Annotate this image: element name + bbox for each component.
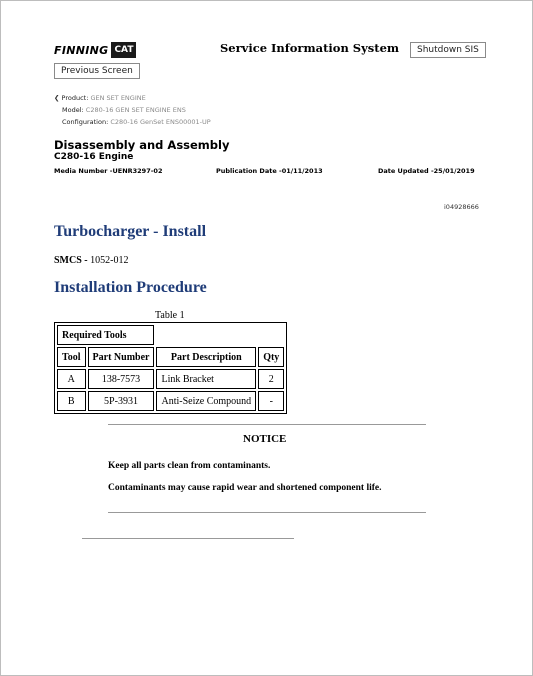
model-label: Model: bbox=[62, 106, 84, 114]
logo-text: FINNING bbox=[54, 43, 109, 57]
notice-bottom-divider bbox=[108, 512, 426, 513]
document-title: Disassembly and Assembly bbox=[54, 138, 230, 152]
column-header-tool: Tool bbox=[57, 347, 86, 367]
publication-date: Publication Date -01/11/2013 bbox=[216, 167, 323, 175]
cell-part-number: 138-7573 bbox=[88, 369, 155, 389]
configuration-line bbox=[62, 118, 211, 126]
required-tools-table bbox=[54, 322, 287, 414]
smcs-value: 1052-012 bbox=[90, 255, 129, 266]
article-title: Turbocharger - Install bbox=[54, 223, 207, 240]
notice-line-1: Keep all parts clean from contaminants. bbox=[108, 461, 271, 471]
shutdown-sis-button[interactable]: Shutdown SIS bbox=[410, 42, 486, 58]
product-value: GEN SET ENGINE bbox=[90, 94, 146, 102]
notice-title: NOTICE bbox=[243, 433, 287, 445]
column-header-part-number: Part Number bbox=[88, 347, 155, 367]
previous-screen-button[interactable]: Previous Screen bbox=[54, 63, 140, 79]
date-updated: Date Updated -25/01/2019 bbox=[378, 167, 475, 175]
cat-badge: CAT bbox=[111, 42, 136, 58]
notice-top-divider bbox=[108, 424, 426, 425]
smcs-label: SMCS - bbox=[54, 255, 88, 266]
finning-cat-logo bbox=[54, 41, 136, 59]
app-title: Service Information System bbox=[220, 41, 400, 55]
cell-qty: - bbox=[258, 391, 284, 411]
model-line bbox=[62, 106, 186, 114]
cell-tool: A bbox=[57, 369, 86, 389]
column-header-qty: Qty bbox=[258, 347, 284, 367]
cell-part-number: 5P-3931 bbox=[88, 391, 155, 411]
table-row bbox=[57, 369, 284, 389]
reference-id: i04928666 bbox=[444, 203, 479, 211]
table-group-header: Required Tools bbox=[57, 325, 154, 345]
table-row bbox=[57, 391, 284, 411]
product-line bbox=[54, 94, 146, 102]
model-value: C280-16 GEN SET ENGINE ENS bbox=[85, 106, 186, 114]
cell-qty: 2 bbox=[258, 369, 284, 389]
cell-part-description: Anti-Seize Compound bbox=[156, 391, 256, 411]
cell-part-description: Link Bracket bbox=[156, 369, 256, 389]
product-label: Product: bbox=[61, 94, 89, 102]
document-engine: C280-16 Engine bbox=[54, 152, 134, 162]
section-title: Installation Procedure bbox=[54, 279, 207, 296]
collapse-arrow-icon[interactable]: ❮ bbox=[54, 94, 60, 102]
configuration-label: Configuration: bbox=[62, 118, 109, 126]
cell-tool: B bbox=[57, 391, 86, 411]
table-caption: Table 1 bbox=[155, 310, 185, 321]
media-number: Media Number -UENR3297-02 bbox=[54, 167, 163, 175]
notice-line-2: Contaminants may cause rapid wear and shortened component life. bbox=[108, 483, 382, 493]
end-divider bbox=[82, 538, 294, 539]
configuration-value: C280-16 GenSet ENS00001-UP bbox=[110, 118, 211, 126]
column-header-part-description: Part Description bbox=[156, 347, 256, 367]
smcs-code bbox=[54, 255, 128, 266]
